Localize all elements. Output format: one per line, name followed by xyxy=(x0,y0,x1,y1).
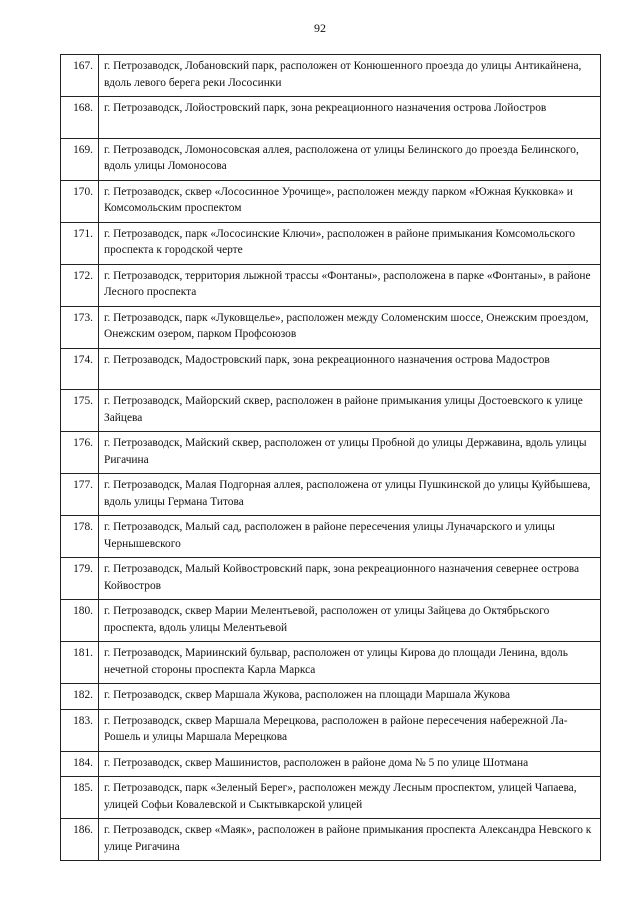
table-row xyxy=(61,684,601,710)
row-description: г. Петрозаводск, Малый сад, расположен в районе пересечения улицы Луначарского и улицы Чернышевского xyxy=(99,516,601,558)
table-row xyxy=(61,138,601,180)
table-row xyxy=(61,264,601,306)
row-number: 178. xyxy=(61,516,99,558)
row-description: г. Петрозаводск, сквер «Маяк», расположен в районе примыкания проспекта Александра Невского к улице Ригачина xyxy=(99,819,601,861)
row-number: 169. xyxy=(61,138,99,180)
row-number: 168. xyxy=(61,97,99,139)
row-description: г. Петрозаводск, Малая Подгорная аллея, расположена от улицы Пушкинской до улицы Куйбышева, вдоль улицы Германа Титова xyxy=(99,474,601,516)
registry-table xyxy=(60,54,601,861)
table-row xyxy=(61,432,601,474)
table-row xyxy=(61,751,601,777)
row-description: г. Петрозаводск, Мадостровский парк, зона рекреационного назначения острова Мадостров xyxy=(99,348,601,390)
row-number: 183. xyxy=(61,709,99,751)
row-number: 172. xyxy=(61,264,99,306)
row-description: г. Петрозаводск, сквер Машинистов, расположен в районе дома № 5 по улице Шотмана xyxy=(99,751,601,777)
table-row xyxy=(61,390,601,432)
table-row xyxy=(61,642,601,684)
row-number: 184. xyxy=(61,751,99,777)
row-description: г. Петрозаводск, Майский сквер, расположен от улицы Пробной до улицы Державина, вдоль улицы Ригачина xyxy=(99,432,601,474)
row-description: г. Петрозаводск, Майорский сквер, расположен в районе примыкания улицы Достоевского к улице Зайцева xyxy=(99,390,601,432)
registry-table-body xyxy=(61,55,601,861)
row-description: г. Петрозаводск, парк «Лососинские Ключи», расположен в районе примыкания Комсомольского проспекта к городской черте xyxy=(99,222,601,264)
row-description: г. Петрозаводск, парк «Луковщелье», расположен между Соломенским шоссе, Онежским проездом, Онежским озером, парком Профсоюзов xyxy=(99,306,601,348)
row-description: г. Петрозаводск, Мариинский бульвар, расположен от улицы Кирова до площади Ленина, вдоль нечетной стороны проспекта Карла Маркса xyxy=(99,642,601,684)
row-number: 186. xyxy=(61,819,99,861)
row-number: 173. xyxy=(61,306,99,348)
table-row xyxy=(61,558,601,600)
page-number: 92 xyxy=(314,21,326,35)
row-description: г. Петрозаводск, Малый Койвостровский парк, зона рекреационного назначения севернее острова Койвостров xyxy=(99,558,601,600)
table-row xyxy=(61,306,601,348)
row-description: г. Петрозаводск, парк «Зеленый Берег», расположен между Лесным проспектом, улицей Чапаева, улицей Софьи Ковалевской и Сыктывкарской улицей xyxy=(99,777,601,819)
row-description: г. Петрозаводск, сквер Марии Мелентьевой, расположен от улицы Зайцева до Октябрьского проспекта, вдоль улицы Мелентьевой xyxy=(99,600,601,642)
row-number: 179. xyxy=(61,558,99,600)
row-number: 180. xyxy=(61,600,99,642)
row-description: г. Петрозаводск, Лойостровский парк, зона рекреационного назначения острова Лойостров xyxy=(99,97,601,139)
row-number: 177. xyxy=(61,474,99,516)
table-row xyxy=(61,474,601,516)
row-description: г. Петрозаводск, сквер Маршала Жукова, расположен на площади Маршала Жукова xyxy=(99,684,601,710)
row-number: 181. xyxy=(61,642,99,684)
row-number: 185. xyxy=(61,777,99,819)
table-row xyxy=(61,180,601,222)
table-row xyxy=(61,97,601,139)
table-row xyxy=(61,819,601,861)
table-row xyxy=(61,600,601,642)
row-number: 175. xyxy=(61,390,99,432)
row-description: г. Петрозаводск, Лобановский парк, расположен от Конюшенного проезда до улицы Антикайнена, вдоль левого берега реки Лососинки xyxy=(99,55,601,97)
row-description: г. Петрозаводск, Ломоносовская аллея, расположена от улицы Белинского до проезда Белинского, вдоль улицы Ломоносова xyxy=(99,138,601,180)
row-number: 174. xyxy=(61,348,99,390)
row-number: 167. xyxy=(61,55,99,97)
row-number: 176. xyxy=(61,432,99,474)
table-row xyxy=(61,709,601,751)
table-row xyxy=(61,348,601,390)
table-row xyxy=(61,777,601,819)
row-number: 170. xyxy=(61,180,99,222)
row-number: 182. xyxy=(61,684,99,710)
row-description: г. Петрозаводск, территория лыжной трассы «Фонтаны», расположена в парке «Фонтаны», в районе Лесного проспекта xyxy=(99,264,601,306)
row-description: г. Петрозаводск, сквер «Лососинное Урочище», расположен между парком «Южная Кукковка» и Комсомольским проспектом xyxy=(99,180,601,222)
row-description: г. Петрозаводск, сквер Маршала Мерецкова, расположен в районе пересечения набережной Ла-Рошель и улицы Маршала Мерецкова xyxy=(99,709,601,751)
table-row xyxy=(61,222,601,264)
table-row xyxy=(61,55,601,97)
table-row xyxy=(61,516,601,558)
row-number: 171. xyxy=(61,222,99,264)
